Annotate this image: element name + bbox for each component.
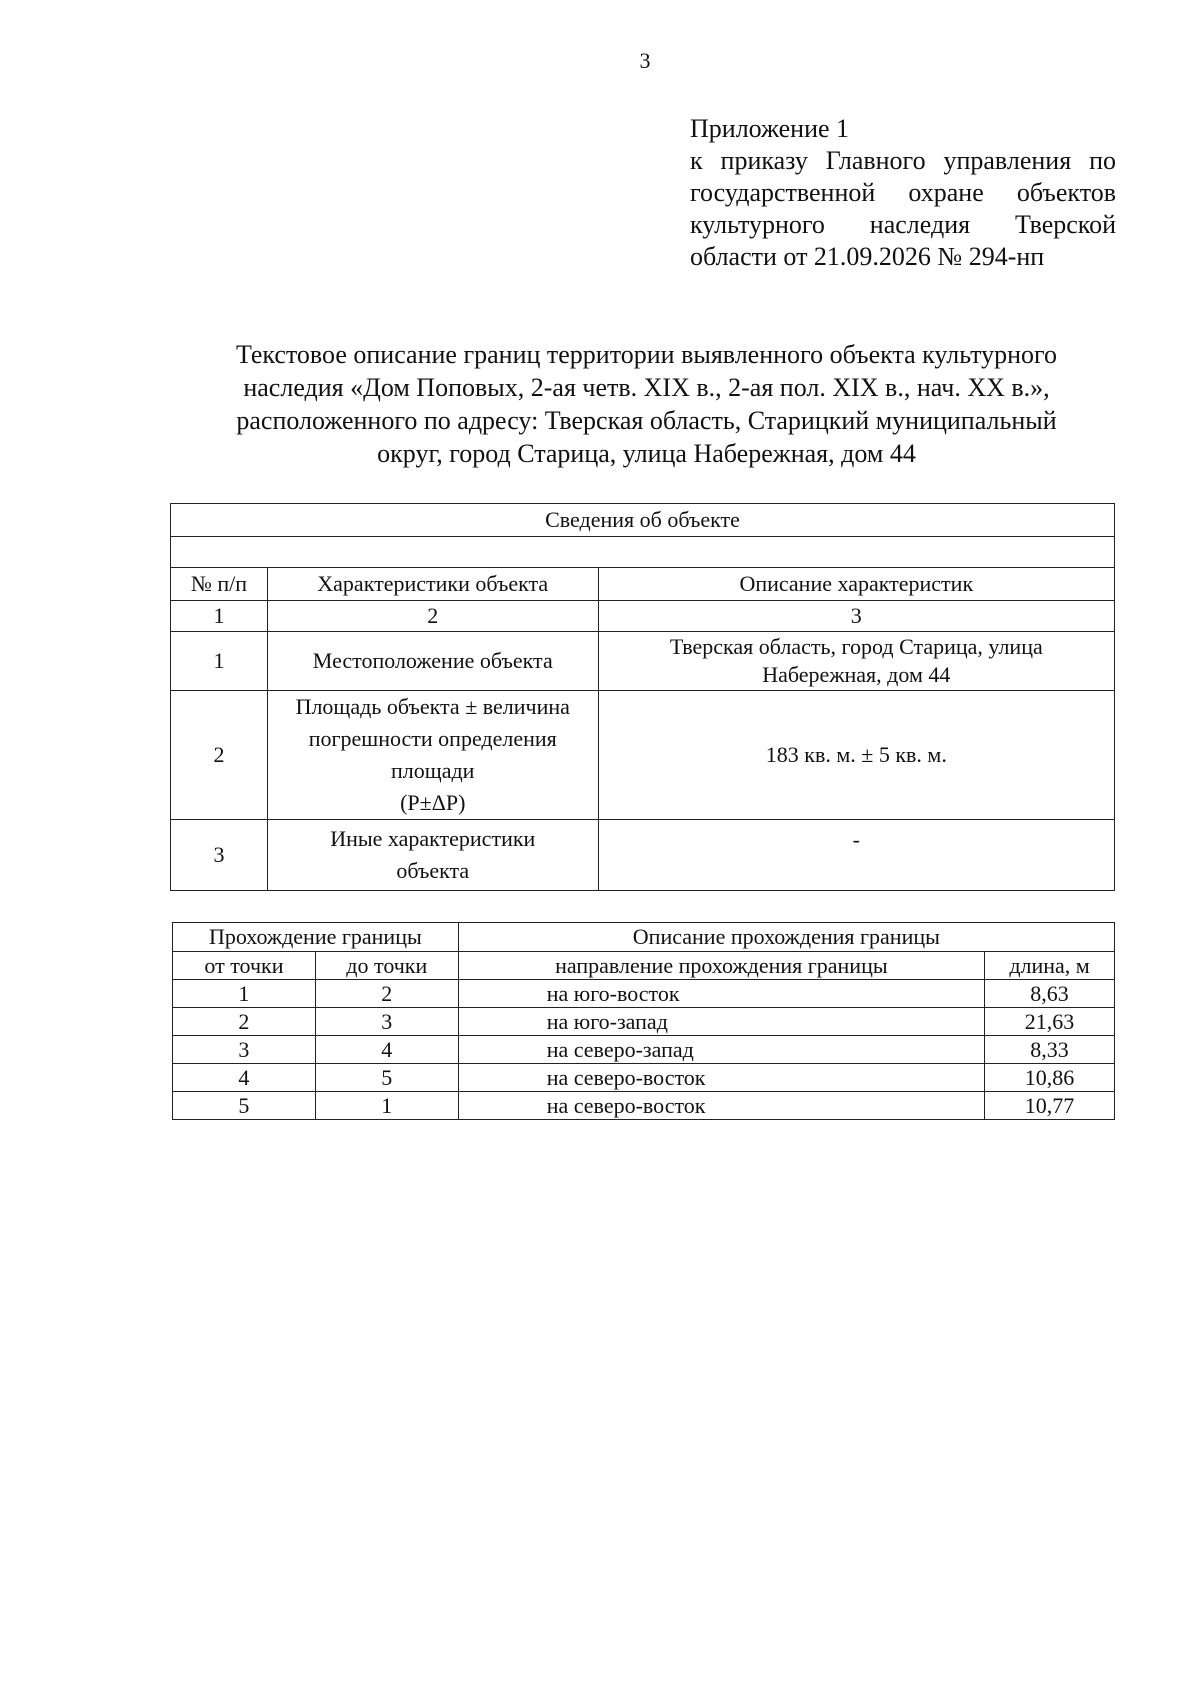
table-row: [173, 1092, 1115, 1120]
title-line: расположенного по адресу: Тверская область, Старицкий муниципальный: [236, 406, 1057, 435]
cell-line: Набережная, дом 44: [762, 662, 951, 687]
cell-line: площади: [391, 758, 475, 783]
table-caption: Сведения об объекте: [171, 504, 1115, 537]
from-point-cell: 4: [173, 1064, 316, 1092]
column-number-cell: 1: [171, 601, 268, 632]
cell-line: -: [852, 827, 860, 852]
cell-line: объекта: [396, 858, 470, 883]
table-row: [171, 820, 1115, 891]
page-number: 3: [639, 48, 651, 73]
document-title: [170, 338, 1123, 470]
empty-cell: [171, 537, 1115, 568]
cell-line: Площадь объекта ± величина: [295, 694, 570, 719]
to-point-cell: 5: [315, 1064, 458, 1092]
cell-line: Местоположение объекта: [312, 648, 553, 673]
title-line: округ, город Старица, улица Набережная, дом 44: [377, 439, 916, 468]
appendix-line: государственной охране объектов: [690, 178, 1116, 207]
header-cell: Прохождение границы: [173, 923, 459, 952]
header-cell: длина, м: [985, 952, 1115, 980]
length-cell: 8,63: [985, 980, 1115, 1008]
cell-line: Тверская область, город Старица, улица: [669, 634, 1043, 659]
table-row: [173, 1008, 1115, 1036]
table-header-row: [173, 952, 1115, 980]
to-point-cell: 3: [315, 1008, 458, 1036]
characteristic-cell: [267, 820, 598, 891]
header-cell: № п/п: [171, 568, 268, 601]
row-number-cell: 1: [171, 632, 268, 691]
direction-cell: на северо-восток: [458, 1092, 984, 1120]
table-row: [173, 1036, 1115, 1064]
length-cell: 10,86: [985, 1064, 1115, 1092]
row-number-cell: 3: [171, 820, 268, 891]
cell-line: 183 кв. м. ± 5 кв. м.: [765, 742, 947, 767]
description-cell: [598, 691, 1114, 820]
table-row: [173, 1064, 1115, 1092]
from-point-cell: 2: [173, 1008, 316, 1036]
from-point-cell: 5: [173, 1092, 316, 1120]
length-cell: 8,33: [985, 1036, 1115, 1064]
from-point-cell: 3: [173, 1036, 316, 1064]
header-cell: до точки: [315, 952, 458, 980]
appendix-line: области от 21.09.2026 № 294-нп: [690, 242, 1045, 271]
header-cell: направление прохождения границы: [458, 952, 984, 980]
table-row: [171, 537, 1115, 568]
header-cell: от точки: [173, 952, 316, 980]
from-point-cell: 1: [173, 980, 316, 1008]
cell-line: (P±ΔP): [400, 790, 466, 815]
object-info-table: [170, 503, 1115, 891]
column-number-cell: 3: [598, 601, 1114, 632]
table-header-row: [171, 568, 1115, 601]
appendix-line: к приказу Главного управления по: [690, 146, 1116, 175]
table-row: [171, 691, 1115, 820]
direction-cell: на северо-восток: [458, 1064, 984, 1092]
appendix-block: [690, 113, 1116, 273]
description-cell: [598, 820, 1114, 891]
characteristic-cell: [267, 632, 598, 691]
table-row: [171, 632, 1115, 691]
table-row: [171, 601, 1115, 632]
table-row: [173, 980, 1115, 1008]
row-number-cell: 2: [171, 691, 268, 820]
to-point-cell: 1: [315, 1092, 458, 1120]
appendix-line: Приложение 1: [690, 114, 850, 143]
cell-line: погрешности определения: [308, 726, 557, 751]
title-line: Текстовое описание границ территории выявленного объекта культурного: [235, 340, 1058, 369]
to-point-cell: 4: [315, 1036, 458, 1064]
header-cell: Характеристики объекта: [267, 568, 598, 601]
direction-cell: на юго-запад: [458, 1008, 984, 1036]
description-cell: [598, 632, 1114, 691]
cell-line: Иные характеристики: [330, 826, 536, 851]
length-cell: 21,63: [985, 1008, 1115, 1036]
table-header-row: [173, 923, 1115, 952]
direction-cell: на северо-запад: [458, 1036, 984, 1064]
appendix-line: культурного наследия Тверской: [690, 210, 1116, 239]
header-cell: Описание характеристик: [598, 568, 1114, 601]
boundary-passage-table: [172, 922, 1115, 1120]
title-line: наследия «Дом Поповых, 2-ая четв. XIX в., 2-ая пол. XIX в., нач. XX в.»,: [243, 373, 1050, 402]
header-cell: Описание прохождения границы: [458, 923, 1114, 952]
direction-cell: на юго-восток: [458, 980, 984, 1008]
length-cell: 10,77: [985, 1092, 1115, 1120]
to-point-cell: 2: [315, 980, 458, 1008]
table-row: [171, 504, 1115, 537]
characteristic-cell: [267, 691, 598, 820]
column-number-cell: 2: [267, 601, 598, 632]
